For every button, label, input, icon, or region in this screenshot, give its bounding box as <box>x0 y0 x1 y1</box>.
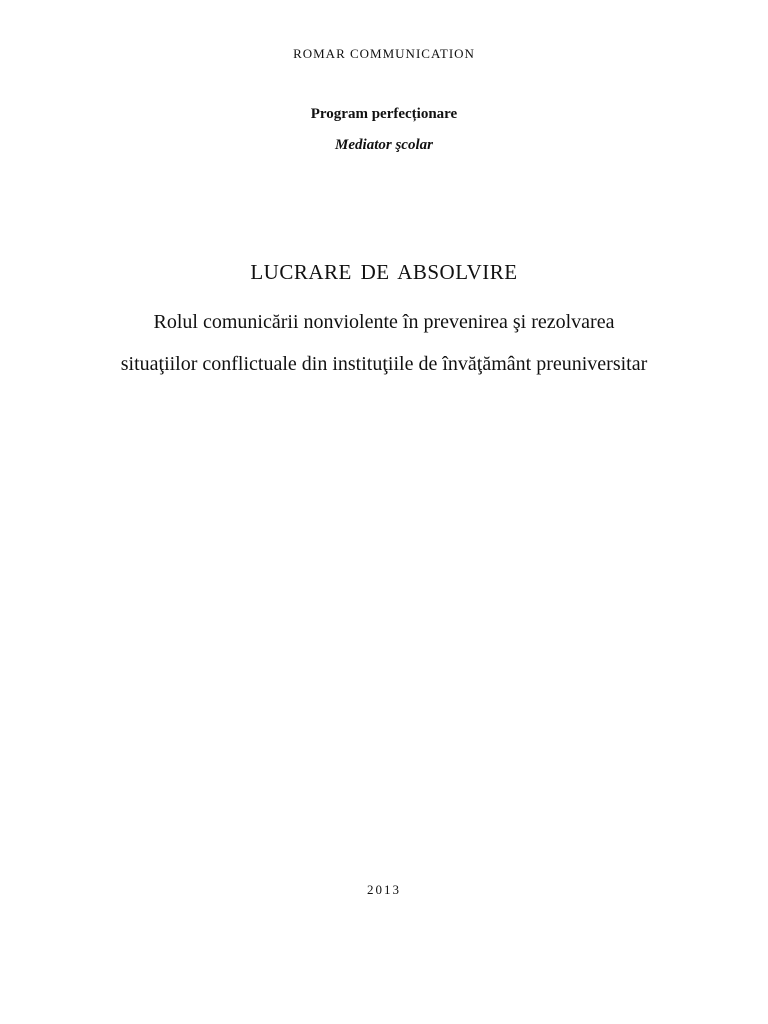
organization-name: ROMAR COMMUNICATION <box>293 46 475 61</box>
thesis-title-line-1: Rolul comunicării nonviolente în prevenirea şi rezolvarea <box>153 311 615 333</box>
thesis-type-heading: LUCRARE DE ABSOLVIRE <box>250 260 518 284</box>
specialty-name: Mediator şcolar <box>335 137 433 153</box>
program-name: Program perfecționare <box>310 106 458 122</box>
thesis-title-line-2: situaţiilor conflictuale din instituţiile de învăţământ preuniversitar <box>120 353 648 375</box>
year: 2013 <box>367 882 401 897</box>
